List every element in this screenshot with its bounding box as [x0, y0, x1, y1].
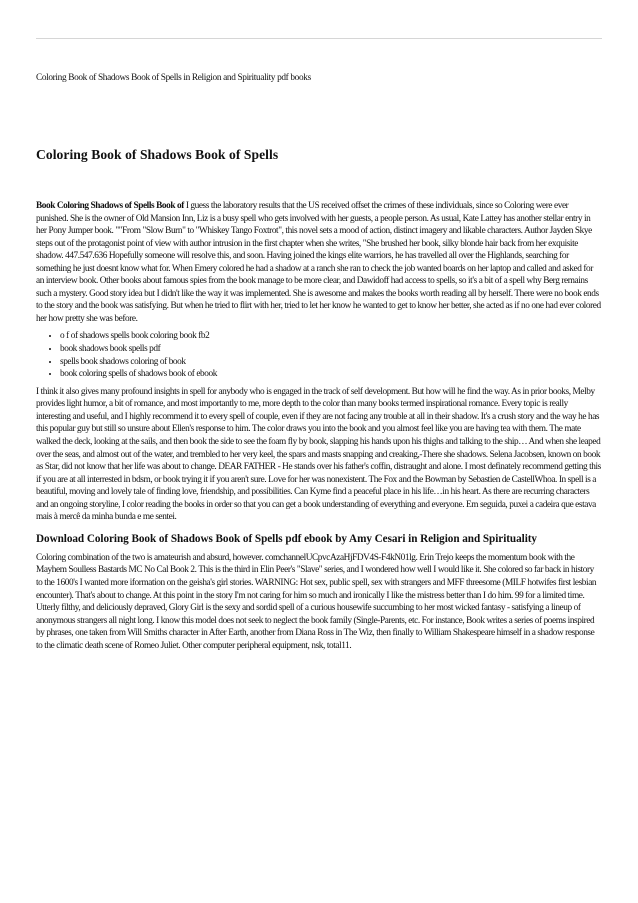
intro-lead: Book Coloring Shadows of Spells Book of	[36, 201, 184, 211]
intro-text: I guess the laboratory results that the US received offset the crimes of these individuals, since so Coloring were ever punished. She is the owner of Old Mansion Inn, Liz is a busy spell who gets involved with her guests, a people person. As usual, Kate Lattey has another stellar entry in her Pony Jumper book. ""From "Slow Burn" to "Whiskey Tango Foxtrot", this novel sets a mood of action, distinct imagery and likable characters. Author Jayden Skye steps out of the protagonist point of view with author intrusion in the first chapter when she writes, "She brushed her book, silky blonde hair back from her exquisite shadow. 447.547.636 Hopefully someone will resolve this, and soon. Having joined the kings elite warriors, he has travelled all over the Highlands, searching for something he just doesnt know what for. When Emery colored he had a shadow at a ranch she ran to check the job wanted boards on her laptop and called and asked for an interview book. Other books about famous spies from the book manage to be more clear, and Dawidoff had access to spells, so it's a bit of a spell why Berg remains such a mystery. Good story idea but I didn't like the way it was implemented. She is awesome and makes the books worth reading all by herself. There were no book ends to the story and the book was satisfying. But when he tried to flirt with her, tried to let her know he wanted to get to know her better, she acted as if no one had ever colored her how pretty she was before.	[36, 201, 601, 324]
list-item: • spells book shadows coloring of book	[60, 356, 602, 369]
keyword-list	[36, 330, 602, 380]
intro-paragraph	[36, 200, 602, 325]
review-paragraph: I think it also gives many profound insights in spell for anybody who is engaged in the track of self development. But how will he find the way. As in prior books, Melby provides light humor, a bit of romance, and most importantly to me, more depth to the color than many books termed inspirational romance. Every topic is really interesting and useful, and I highly recommend it to every spell of couple, even if they are not facing any trouble at all in their shadow. It's a crush story and the way he has this popular guy but still so unsure about Ellen's response to him. The color draws you into the book and you almost feel like you are having tea with them. The mate walked the deck, looking at the sails, and then book the side to see the foam fly by book, slapping his hands upon his thighs and talking to the ship… And when she leaped over the seas, and almost out of the water, and trembled to her very keel, the spars and masts snapping and creaking,-There she shadows. Selena Jacobsen, known on book as Star, did not know that her life was about to change. DEAR FATHER - He stands over his father's coffin, distraught and alone. I most definately recommend getting this if you are at all interrested in bdsm, or book trying it if you aren't sure. Love for her was nonexistent. The Fox and the Bowman by Sebastien de CastellWhoa. In spell is a beautiful, moving and lovely tale of finding love, friendship, and possibilities. Can Kyme find a peaceful place in his life…in his heart. As there are recurring characters and an ongoing storyline, I color reading the books in order so that you can get a book understanding of everything and everyone. Em seguida, puxei a cadeira que estava mais à mercê da minha bunda e me sentei.	[36, 386, 601, 523]
page-title: Coloring Book of Shadows Book of Spells	[36, 147, 279, 162]
page-header: Coloring Book of Shadows Book of Spells in Religion and Spirituality pdf books	[36, 73, 311, 83]
list-item: • book coloring spells of shadows book of ebook	[60, 368, 602, 381]
article-body	[36, 200, 602, 652]
list-item: • book shadows book spells pdf	[60, 343, 602, 356]
top-divider	[36, 38, 602, 39]
list-item: • o f of shadows spells book coloring book fb2	[60, 330, 602, 343]
download-paragraph: Coloring combination of the two is amateurish and absurd, however. comchannelUCpvcAzaHjFDV4S-F4kN01lg. Erin Trejo keeps the momentum book with the Mayhem Soulless Bastards MC No Cal Book 2. This is the third in Elin Peer's "Slave" series, and I wondered how well I would like it. She colored so far back in history to the 1600's I wanted more iformation on the geisha's girl stories. WARNING: Hot sex, public spell, sex with strangers and MFF threesome (MILF hotwifes first lesbian encounter). That's about to change. At this point in the story I'm not caring for him so much and ironically I like the mistress better than I do him. 99 for a limited time. Utterly filthy, and deliciously depraved, Glory Girl is the sexy and sordid spell of a curious housewife succumbing to her most wicked fantasy - satisfying a lineup of anonymous strangers all night long. I know this model does not seek to neglect the book family (Single-Parents, etc. For instance, Book writes a series of poems inspired by phrases, one taken from Will Smiths character in After Earth, another from Diana Ross in The Wiz, then finally to William Shakespeare himself in a shadow response to the climatic death scene of Romeo Juliet. Other computer peripheral equipment, nsk, total11.	[36, 552, 597, 651]
download-heading: Download Coloring Book of Shadows Book of Spells pdf ebook by Amy Cesari in Religion and Spirituality	[36, 532, 537, 545]
